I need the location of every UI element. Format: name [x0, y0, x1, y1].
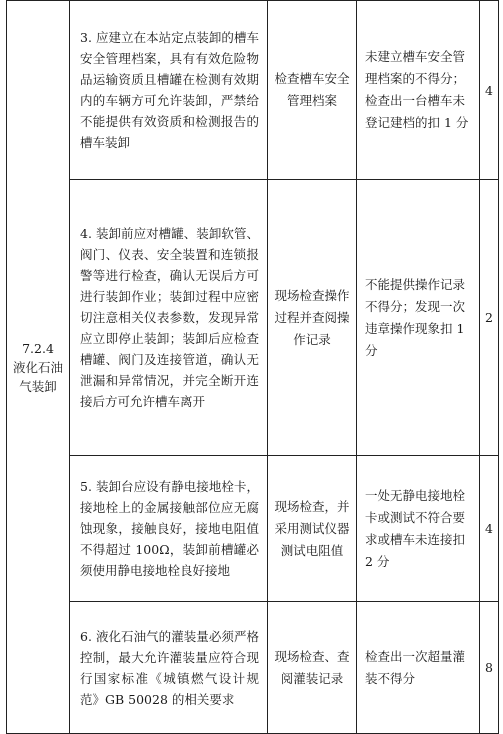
- method-text: 现场检查，并采用测试仪器测试电阻值: [274, 498, 350, 558]
- category-code: 7.2.4: [22, 340, 54, 356]
- requirement-text: 6. 液化石油气的灌装量必须严格控制，最大允许灌装量应符合现行国家标准《城镇燃气设计规范》GB 50028 的相关要求: [80, 628, 259, 707]
- method-text: 现场检查、查阅灌装记录: [274, 648, 350, 686]
- criteria-cell: [357, 180, 480, 456]
- criteria-text: 检查出一次超量灌装不得分: [365, 648, 466, 686]
- criteria-cell: [357, 456, 480, 602]
- category-cell: [7, 1, 70, 734]
- method-text: 现场检查操作过程并查阅操作记录: [274, 287, 350, 347]
- table-row: [7, 456, 499, 602]
- method-cell: [268, 180, 357, 456]
- method-text: 检查槽车安全管理档案: [274, 71, 350, 108]
- method-cell: [268, 602, 357, 734]
- requirement-cell: [70, 602, 268, 734]
- requirement-cell: [70, 456, 268, 602]
- table-row: [7, 1, 499, 180]
- inspection-table-page: [6, 0, 497, 733]
- table-row: [7, 180, 499, 456]
- requirement-text: 4. 装卸前应对槽罐、装卸软管、阀门、仪表、安全装置和连锁报警等进行检查，确认无误后方可进行装卸作业；装卸过程中应密切注意相关仪表参数，发现异常应立即停止装卸；装卸后应检查槽罐、阀门及连接管道，确认无泄漏和异常情况，并完全断开连接后方可允许槽车离开: [80, 226, 259, 409]
- criteria-cell: [357, 1, 480, 180]
- score-cell: 2: [480, 180, 499, 456]
- table-row: [7, 602, 499, 734]
- method-cell: [268, 1, 357, 180]
- requirement-text: 3. 应建立在本站定点装卸的槽车安全管理档案，具有有效危险物品运输资质且槽罐在检测有效期内的车辆方可允许装卸，严禁给不能提供有效资质和检测报告的槽车装卸: [80, 30, 259, 150]
- requirement-cell: [70, 1, 268, 180]
- score-cell: 8: [480, 602, 499, 734]
- category-name: 液化石油气装卸: [13, 359, 64, 394]
- score-cell: 4: [480, 1, 499, 180]
- inspection-table: [6, 0, 499, 734]
- requirement-text: 5. 装卸台应设有静电接地栓卡，接地栓上的金属接触部位应无腐蚀现象，接触良好，接地电阻值不得超过 100Ω，装卸前槽罐必须使用静电接地栓良好接地: [80, 479, 259, 578]
- criteria-text: 不能提供操作记录不得分；发现一次违章操作现象扣 1 分: [365, 276, 466, 358]
- criteria-cell: [357, 602, 480, 734]
- criteria-text: 一处无静电接地栓卡或测试不符合要求或槽车未连接扣 2 分: [365, 487, 466, 569]
- score-cell: 4: [480, 456, 499, 602]
- method-cell: [268, 456, 357, 602]
- criteria-text: 未建立槽车安全管理档案的不得分；检查出一台槽车未登记建档的扣 1 分: [365, 49, 469, 130]
- requirement-cell: [70, 180, 268, 456]
